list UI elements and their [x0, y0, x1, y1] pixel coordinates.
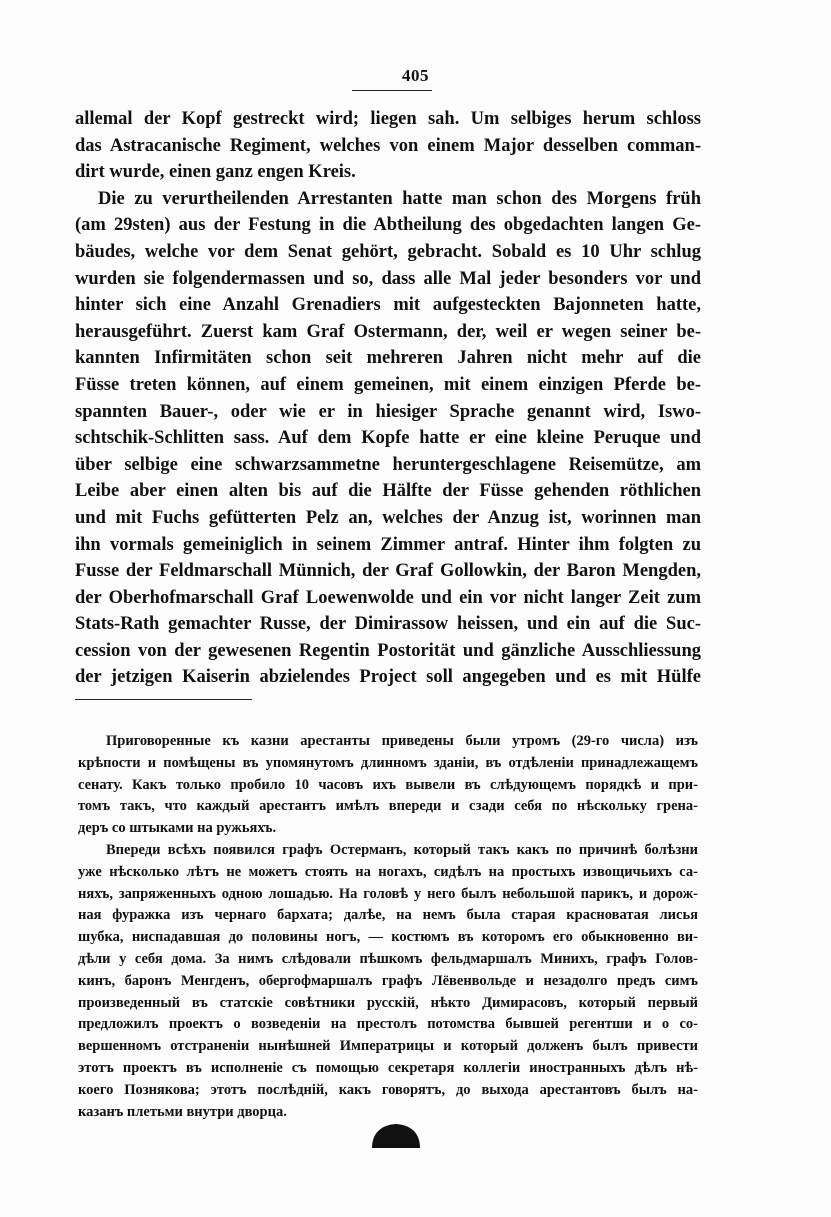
footnote-line: произведенный въ статскіе совѣтники русскій, нѣкто Димирасовъ, который первый	[78, 994, 698, 1011]
text-line: Die zu verurtheilenden Arrestanten hatte man schon des Morgens früh	[98, 188, 701, 209]
footnote-line: уже нѣсколько лѣтъ не можетъ стоять на ногахъ, сидѣлъ на простыхъ извощичьихъ са-	[78, 863, 698, 880]
footnote-line: Впереди всѣхъ появился графъ Остерманъ, который такъ какъ по причинѣ болѣзни	[106, 841, 698, 858]
text-line: der jetzigen Kaiserin abzielendes Project soll angegeben und es mit Hülfe	[75, 667, 701, 688]
footnote-line: кинъ, баронъ Менгденъ, обергофмаршалъ графъ Лёвенвольде и незадолго предъ симъ	[78, 972, 698, 989]
footnote-line: сенату. Какъ только пробило 10 часовъ ихъ вывели въ слѣдующемъ порядкѣ и при-	[78, 776, 698, 793]
page-number-underline	[352, 90, 432, 91]
footnote-separator	[75, 699, 252, 700]
text-line: spannten Bauer-, oder wie er in hiesiger Sprache genannt wird, Iswo-	[75, 401, 701, 422]
text-line: Fusse der Feldmarschall Münnich, der Graf Gollowkin, der Baron Mengden,	[75, 561, 701, 582]
footnote-line: предложилъ проектъ о возведеніи на престолъ потомства бывшей регентши и о со-	[78, 1016, 698, 1033]
text-line: schtschik-Schlitten sass. Auf dem Kopfe hatte er eine kleine Peruque und	[75, 428, 701, 449]
text-line: cession von der gewesenen Regentin Postorität und gänzliche Ausschliessung	[75, 640, 701, 661]
footnote-line: коего Познякова; этотъ послѣдній, какъ говорятъ, до выхода арестантовъ былъ на-	[78, 1081, 698, 1098]
text-line: ihn vormals gemeiniglich in seinem Zimmer antraf. Hinter ihm folgten zu	[75, 534, 701, 555]
text-line: der Oberhofmarschall Graf Loewenwolde und ein vor nicht langer Zeit zum	[75, 587, 701, 608]
text-line: wurden sie folgendermassen und so, dass alle Mal jeder besonders vor und	[75, 268, 701, 289]
ink-blot-mark	[370, 1122, 422, 1148]
text-line: hinter sich eine Anzahl Grenadiers mit aufgesteckten Bajonneten hatte,	[75, 295, 701, 316]
text-line: das Astracanische Regiment, welches von einem Major desselben comman-	[75, 135, 701, 156]
text-line: allemal der Kopf gestreckt wird; liegen sah. Um selbiges herum schloss	[75, 109, 701, 129]
footnote-line: деръ со штыками на ружьяхъ.	[78, 820, 277, 837]
text-line: Füsse treten können, auf einem gemeinen, mit einem einzigen Pferde be-	[75, 374, 701, 395]
footnote-line: Приговоренные къ казни арестанты приведены были утромъ (29-го числа) изъ	[106, 733, 698, 749]
footnote-line: няхъ, запряженныхъ одною лошадью. На головѣ у него былъ небольшой парикъ, и дорож-	[78, 885, 698, 902]
text-line: und mit Fuchs gefütterten Pelz an, welches der Anzug ist, worinnen man	[75, 507, 701, 528]
text-line: Stats-Rath gemachter Russe, der Dimirassow heissen, und ein auf die Suc-	[75, 614, 701, 635]
footnote-text	[78, 731, 698, 1123]
footnote-line: томъ такъ, что каждый арестантъ имѣлъ впереди и сзади себя по нѣскольку грена-	[78, 798, 698, 815]
text-line: dirt wurde, einen ganz engen Kreis.	[75, 162, 356, 183]
text-line: bäudes, welche vor dem Senat gehört, gebracht. Sobald es 10 Uhr schlug	[75, 241, 701, 262]
footnote-line: вершенномъ отстраненіи нынѣшней Императрицы и который долженъ былъ привести	[78, 1038, 698, 1055]
footnote-line: шубка, ниспадавшая до половины ногъ, — костюмъ въ которомъ его обыкновенно ви-	[78, 929, 698, 946]
footnote-line: этотъ проектъ въ исполненіе съ помощью секретаря коллегіи иностранныхъ дѣлъ нѣ-	[78, 1059, 698, 1076]
page-number: 405	[402, 66, 429, 85]
footnote-line: дѣли у себя дома. За нимъ слѣдовали пѣшкомъ фельдмаршалъ Минихъ, графъ Голов-	[78, 950, 698, 967]
text-line: über selbige eine schwarzsammetne heruntergeschlagene Reisemütze, am	[75, 454, 701, 475]
footnote-line: крѣпости и помѣщены въ упомянутомъ длинномъ зданіи, въ отдѣленіи принадлежащемъ	[78, 754, 698, 771]
footnote-line: казанъ плетьми внутри дворца.	[78, 1103, 287, 1120]
text-line: herausgeführt. Zuerst kam Graf Ostermann, der, weil er wegen seiner be-	[75, 321, 701, 342]
text-line: Leibe aber einen alten bis auf die Hälfte der Füsse gehenden röthlichen	[75, 481, 701, 502]
text-line: kannten Infirmitäten schon seit mehreren Jahren nicht mehr auf die	[75, 348, 701, 369]
text-line: (am 29sten) aus der Festung in die Abtheilung des obgedachten langen Ge-	[75, 215, 701, 236]
main-body-text	[75, 106, 701, 691]
footnote-line: ная фуражка изъ чернаго бархата; далѣе, на немъ была старая красноватая лисья	[78, 907, 698, 924]
